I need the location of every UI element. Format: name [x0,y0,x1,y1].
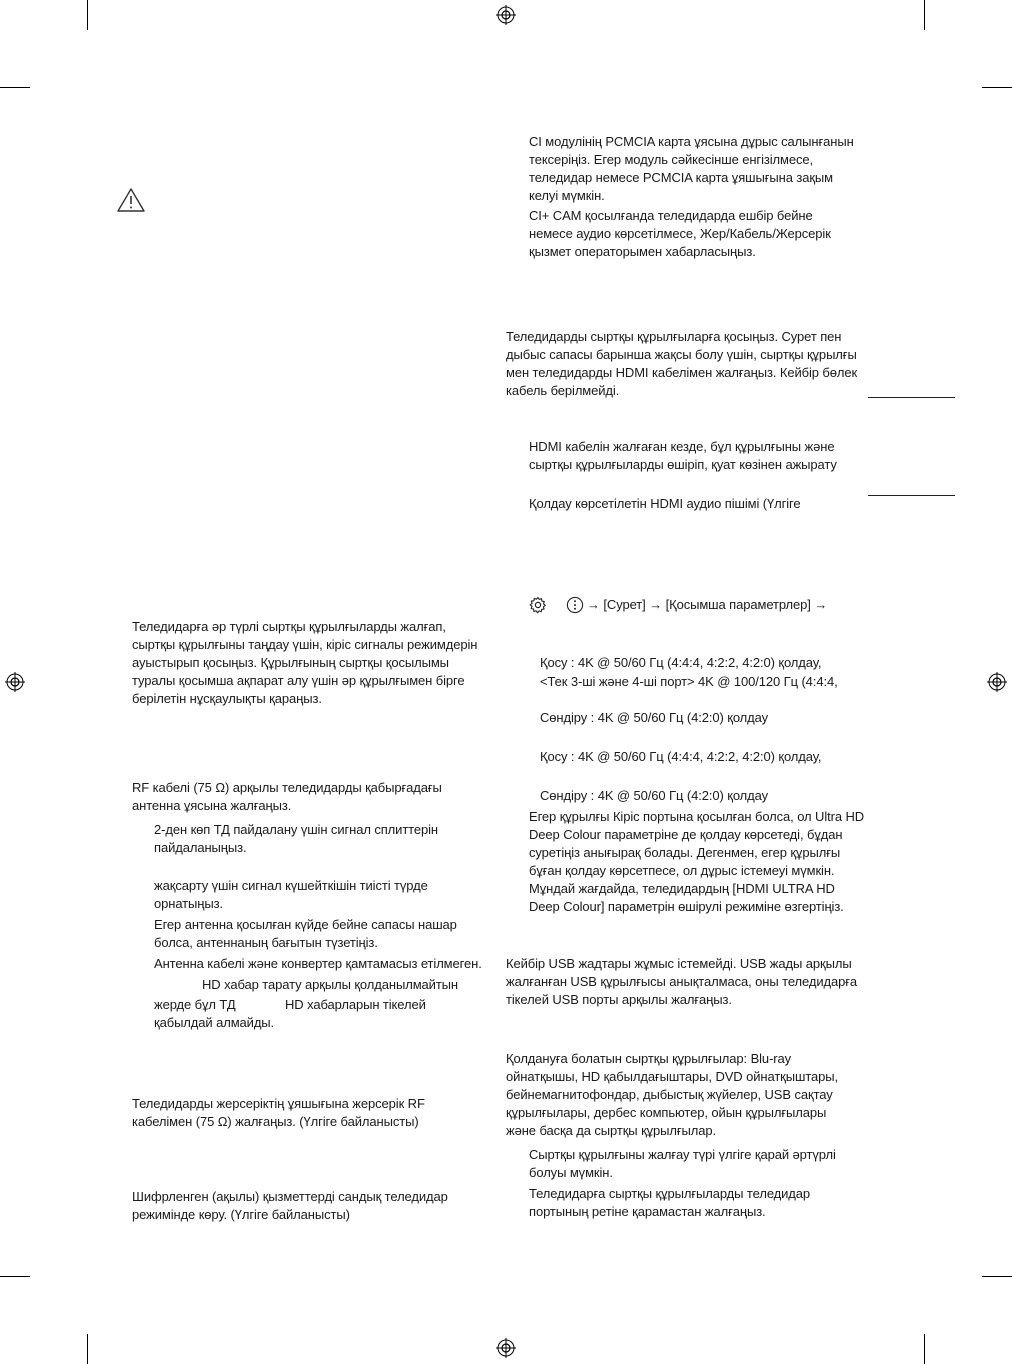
text-line: сыртқы құрылғыларды өшіріп, қуат көзінен ажырату [529,457,837,472]
text-line: → [Сурет] → [Қосымша параметрлер] → [587,597,828,612]
text-line: Сөндіру : 4K @ 50/60 Гц (4:2:0) қолдау [540,710,769,725]
text-line: HDMI кабелін жалғаған кезде, бұл құрылғыны және [529,439,835,454]
text-line: тікелей USB порты арқылы жалғаңыз. [506,992,732,1007]
text-line: <Тек 3-ші және 4-ші порт> 4K @ 100/120 Гц (4:4:4, [540,674,838,689]
crop-mark [924,1334,925,1364]
warning-triangle-icon [116,187,146,213]
text-line: Мұндай жағдайда, теледидардың [HDMI ULTRA HD [529,881,835,896]
text-line: жақсарту үшін сигнал күшейткішін тиісті түрде [154,878,428,893]
text-line: бұған қолдау көрсетпесе, ол дұрыс істемеуі мүмкін. [529,863,835,878]
text-line: Егер құрылғы Кіріс портына қосылған болса, ол Ultra HD [529,809,865,824]
text-line: антенна ұясына жалғаңыз. [132,798,292,813]
crop-mark [982,1276,1012,1277]
crop-mark [87,0,88,30]
text-line: Сыртқы құрылғыны жалғау түрі үлгіге қарай әртүрлі [529,1147,836,1162]
text-line: кабель берілмейді. [506,383,620,398]
crop-mark [924,0,925,30]
text-line: дыбыс сапасы барынша жақсы болу үшін, сыртқы құрылғы [506,347,857,362]
text-line: келуі мүмкін. [529,188,605,203]
text-line: берілетін нұсқаулықты қараңыз. [132,691,322,706]
text-line: сыртқы құрылғыны таңдау үшін, кіріс сигналы режимдерін [132,637,478,652]
more-options-icon [566,596,584,614]
text-line: суретіңіз анығырақ болады. Дегенмен, егер құрылғы [529,845,841,860]
text-line: пайдаланыңыз. [154,840,247,855]
text-line: Теледидарды сыртқы құрылғыларға қосыңыз. Сурет пен [506,329,842,344]
text-line: және басқа да сыртқы құрылғылар. [506,1123,717,1138]
text-line: Теледидарға әр түрлі сыртқы құрылғыларды жалғап, [132,619,446,634]
text-line: Қолдау көрсетілетін HDMI аудио пішімі (Үлгіге [529,496,801,511]
text-line: орнатыңыз. [154,896,223,911]
text-line: теледидар немесе PCMCIA карта ұяшығына зақым [529,170,833,185]
registration-mark-icon [5,672,25,692]
text-line: туралы қосымша ақпарат алу үшін әр құрылғымен бірге [132,673,465,688]
text-line: RF кабелі (75 Ω) арқылы теледидарды қабырғадағы [132,780,442,795]
text-line: CI+ CAM қосылғанда теледидарда ешбір бейне [529,208,813,223]
side-rule [868,495,955,496]
text-line: Теледидарға сыртқы құрылғыларды теледидар [529,1186,811,1201]
settings-gear-icon [529,596,547,614]
text-line: Қосу : 4K @ 50/60 Гц (4:4:4, 4:2:2, 4:2:0) қолдау, [540,749,822,764]
text-line: Deep Colour параметріне де қолдау көрсетеді, бұдан [529,827,843,842]
crop-mark [982,87,1012,88]
text-line: Шифрленген (ақылы) қызметтерді сандық теледидар [132,1189,448,1204]
text-line: HD хабарларын тікелей [285,997,426,1012]
crop-mark [87,1334,88,1364]
text-line: Егер антенна қосылған күйде бейне сапасы нашар [154,917,457,932]
text-line: болуы мүмкін. [529,1165,613,1180]
text-line: CI модулінің PCMCIA карта ұясына дұрыс салынғанын [529,134,854,149]
registration-mark-icon [496,5,516,25]
text-line: Сөндіру : 4K @ 50/60 Гц (4:2:0) қолдау [540,788,769,803]
text-line: немесе аудио көрсетілмесе, Жер/Кабель/Жерсерік [529,226,831,241]
text-line: Кейбір USB жадтары жұмыс істемейді. USB жады арқылы [506,956,852,971]
text-line: жерде бұл ТД [154,997,236,1012]
crop-mark [0,1276,30,1277]
text-line: болса, антеннаның бағытын түзетіңіз. [154,935,378,950]
text-line: Теледидарды жерсеріктің ұяшығына жерсерік RF [132,1096,425,1111]
text-line: Қолдануға болатын сыртқы құрылғылар: Blu-ray [506,1051,792,1066]
registration-mark-icon [987,672,1007,692]
text-line: Қосу : 4K @ 50/60 Гц (4:4:4, 4:2:2, 4:2:0) қолдау, [540,655,822,670]
text-line: бейнемагнитофондар, дыбыстық жүйелер, USB сақтау [506,1087,833,1102]
crop-mark [0,87,30,88]
text-line: 2-ден көп ТД пайдалану үшін сигнал сплиттерін [154,822,439,837]
text-line: HD хабар тарату арқылы қолданылмайтын [202,977,458,992]
text-line: Deep Colour] параметрін өшірулі режиміне өзгертіңіз. [529,899,844,914]
text-line: мен теледидарды HDMI кабелімен жалғаңыз. Кейбір бөлек [506,365,858,380]
text-line: ойнатқышы, HD қабылдағыштары, DVD ойнатқыштары, [506,1069,839,1084]
text-line: ауыстырып қосыңыз. Құрылғының сыртқы қосылымы [132,655,449,670]
text-line: қабылдай алмайды. [154,1015,275,1030]
registration-mark-icon [496,1338,516,1358]
text-line: тексеріңіз. Егер модуль сәйкесінше енгізілмесе, [529,152,813,167]
text-line: режимінде көру. (Үлгіге байланысты) [132,1207,350,1222]
text-line: жалғанған USB құрылғысы анықталмаса, оны теледидарға [506,974,858,989]
side-rule [868,397,955,398]
text-line: қызмет операторымен хабарласыңыз. [529,244,756,259]
text-line: портының ретіне қарамастан жалғаңыз. [529,1204,766,1219]
text-line: кабелімен (75 Ω) жалғаңыз. (Үлгіге байланысты) [132,1114,419,1129]
text-line: құрылғылары, дербес компьютер, ойын құрылғылары [506,1105,827,1120]
text-line: Антенна кабелі және конвертер қамтамасыз етілмеген. [154,956,482,971]
